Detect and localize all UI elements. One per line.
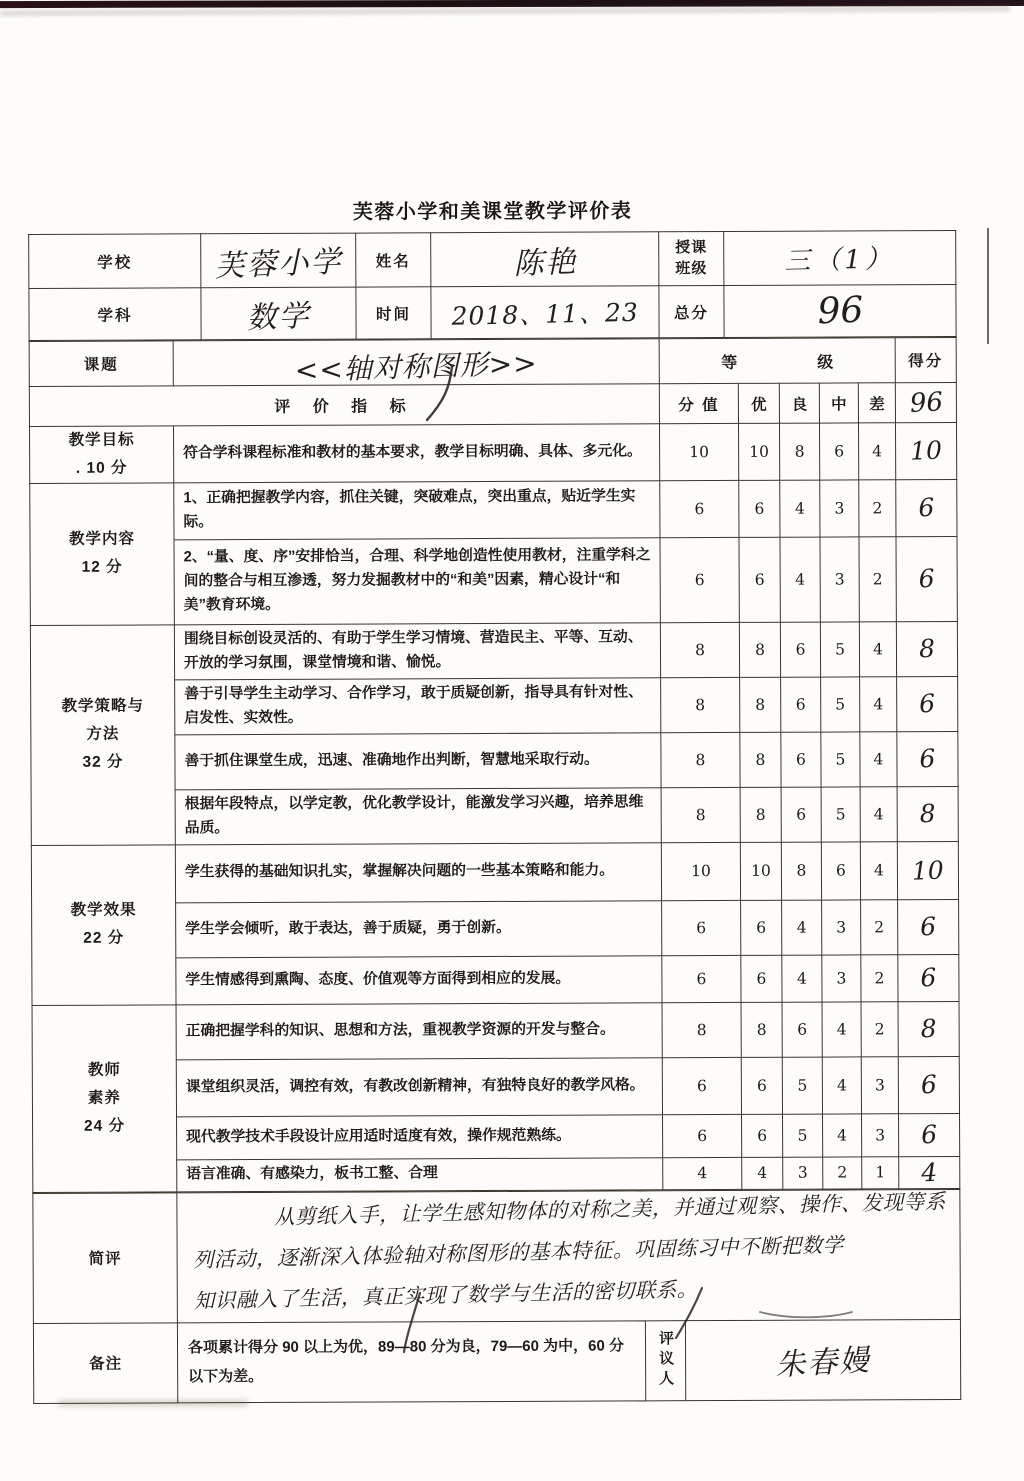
points-value: 8 <box>661 787 740 842</box>
level-value: 5 <box>821 732 860 787</box>
level-value: 6 <box>741 955 782 1002</box>
level-value: 2 <box>859 480 896 537</box>
handwritten-score: 6 <box>919 963 937 993</box>
points-value: 10 <box>661 842 740 900</box>
criterion-text: 学生获得的基础知识扎实，掌握解决问题的一些基本策略和能力。 <box>175 843 661 903</box>
handwritten-score: 6 <box>918 564 936 594</box>
criterion-text: 符合学科课程标准和教材的基本要求，教学目标明确、具体、多元化。 <box>174 424 660 483</box>
category-teaching-effect: 教学效果 22 分 <box>31 845 176 1006</box>
school-handwritten-value: 芙蓉小学 <box>213 243 344 284</box>
points-value: 6 <box>662 955 741 1002</box>
score-cell <box>899 1113 960 1156</box>
header-row-school <box>29 230 956 288</box>
level-value: 8 <box>740 787 781 842</box>
handwritten-score: 8 <box>920 1014 938 1044</box>
level-value: 4 <box>860 787 897 842</box>
level-value: 5 <box>782 1057 822 1114</box>
criterion-text: 正确把握学科的知识、思想和方法，重视教学资源的开发与整合。 <box>176 1003 662 1060</box>
total-score-cell <box>895 382 956 422</box>
score-cell <box>897 731 958 786</box>
topic-handwritten-value: <<轴对称图形>> <box>294 346 539 388</box>
level-value: 5 <box>821 787 860 842</box>
class-label: 授课 班级 <box>659 231 724 285</box>
subject-label: 学科 <box>29 288 201 341</box>
school-label: 学校 <box>29 234 201 289</box>
level-value: 3 <box>783 1157 823 1189</box>
topic-value-cell <box>173 339 659 386</box>
handwritten-score: 6 <box>920 1120 938 1150</box>
criteria-row <box>30 621 957 680</box>
indicator-header: 评 价 指 标 <box>29 384 659 427</box>
level-value: 4 <box>858 423 895 480</box>
level-value: 3 <box>820 537 859 622</box>
level-value: 2 <box>861 900 898 955</box>
score-cell <box>897 786 958 841</box>
level-value: 1 <box>862 1157 899 1189</box>
time-value-cell <box>431 286 659 339</box>
total-score-handwritten: 96 <box>908 386 944 419</box>
handwritten-score: 6 <box>918 744 937 774</box>
level-value: 8 <box>740 732 781 787</box>
criterion-text: 学生学会倾听，敢于表达，善于质疑，勇于创新。 <box>176 901 662 958</box>
criterion-text: 1、正确把握教学内容，抓住关键，突破难点，突出重点，贴近学生实际。 <box>174 481 660 540</box>
score-cell <box>896 422 957 479</box>
level-value: 6 <box>821 842 860 900</box>
handwritten-score: 4 <box>920 1157 938 1188</box>
score-cell <box>896 621 957 676</box>
level-value: 4 <box>860 732 897 787</box>
level-value: 6 <box>739 480 780 537</box>
comment-row <box>33 1189 961 1323</box>
points-value: 8 <box>662 1002 741 1057</box>
points-value: 10 <box>659 423 738 480</box>
time-handwritten-value: 2018、11、23 <box>451 297 639 331</box>
level-value: 6 <box>781 677 821 732</box>
remark-row <box>33 1319 960 1403</box>
level-value: 4 <box>782 900 822 955</box>
grade-header: 等 级 <box>659 338 895 384</box>
points-value: 4 <box>663 1157 742 1189</box>
category-teaching-content: 教学内容 12 分 <box>30 483 175 626</box>
level-value: 8 <box>740 677 781 732</box>
reviewer-signature: 朱春嫚 <box>774 1343 873 1384</box>
level-value: 10 <box>738 423 779 480</box>
class-value-cell <box>724 230 956 285</box>
level-value: 4 <box>742 1157 783 1189</box>
score-cell <box>896 536 957 621</box>
level-value: 3 <box>861 1057 898 1114</box>
points-value: 6 <box>662 900 741 955</box>
handwritten-score: 10 <box>911 855 945 886</box>
level-value: 4 <box>822 1057 861 1114</box>
handwritten-score: 8 <box>918 634 936 664</box>
level-value: 8 <box>741 1002 782 1057</box>
handwritten-score: 6 <box>919 912 937 942</box>
reviewer-signature-cell <box>685 1319 960 1400</box>
reviewer-label: 评议人 <box>656 1330 675 1391</box>
score-cell <box>898 954 959 1001</box>
criteria-row <box>32 1001 959 1060</box>
comment-content-cell <box>177 1189 961 1322</box>
score-cell <box>897 676 958 731</box>
good-col-header: 良 <box>779 383 819 423</box>
criterion-text: 语言准确、有感染力，板书工整、合理 <box>177 1158 663 1192</box>
topic-grade-row <box>29 337 956 386</box>
level-value: 2 <box>859 537 896 622</box>
handwritten-score: 10 <box>909 435 943 467</box>
score-header: 得分 <box>895 337 956 382</box>
score-cell <box>898 1056 959 1113</box>
points-value: 6 <box>660 480 739 537</box>
handwritten-score: 6 <box>917 493 935 523</box>
level-value: 4 <box>860 842 897 900</box>
evaluation-form-sheet <box>28 194 962 1404</box>
comment-line: 知识融入了生活，真正实现了数学与生活的密切联系。 <box>193 1276 699 1313</box>
criterion-text: 善于抓住课堂生成，迅速、准确地作出判断，智慧地采取行动。 <box>175 733 661 790</box>
time-label: 时间 <box>356 287 431 339</box>
level-value: 6 <box>781 787 821 842</box>
points-value: 8 <box>661 732 740 787</box>
criteria-row <box>30 422 957 483</box>
reviewer-label-cell <box>645 1320 685 1400</box>
comment-label: 简评 <box>33 1193 178 1324</box>
school-value-cell <box>201 233 356 288</box>
level-value: 6 <box>780 622 820 677</box>
excellent-col-header: 优 <box>738 383 779 423</box>
indicator-header-row <box>29 382 956 426</box>
criterion-text: 现代教学技术手段设计应用适时适度有效，操作规范熟练。 <box>177 1115 663 1160</box>
level-value: 4 <box>860 677 897 732</box>
remark-label: 备注 <box>33 1323 177 1404</box>
score-cell <box>897 841 958 899</box>
criteria-row <box>30 479 957 540</box>
level-value: 10 <box>740 842 781 900</box>
level-value: 4 <box>822 1002 861 1057</box>
level-value: 2 <box>861 1002 898 1057</box>
category-teacher-quality: 教师 素养 24 分 <box>32 1005 177 1193</box>
score-table <box>29 337 961 1193</box>
level-value: 6 <box>781 732 821 787</box>
header-row-subject <box>29 284 956 340</box>
handwritten-score: 6 <box>918 689 936 719</box>
level-value: 4 <box>823 1114 862 1157</box>
level-value: 2 <box>861 955 898 1002</box>
criterion-text: 课堂组织灵活，调控有效，有教改创新精神，有独特良好的教学风格。 <box>176 1058 662 1117</box>
criterion-text: 围绕目标创设灵活的、有助于学生学习情境、营造民主、平等、互动、开放的学习氛围，课堂情境和谐、愉悦。 <box>174 623 660 680</box>
points-col-header: 分 值 <box>659 383 738 423</box>
total-label: 总分 <box>659 285 724 337</box>
total-value-cell <box>724 284 956 337</box>
topic-label: 课题 <box>29 341 173 387</box>
comment-handwriting <box>177 1175 962 1322</box>
level-value: 2 <box>823 1157 862 1189</box>
criterion-text: 2、“量、度、序”安排恰当，合理、科学地创造性使用教材，注重学科之间的整合与相互渗透，努力发掘教材中的“和美”因素，精心设计“和美”教育环境。 <box>174 538 660 625</box>
form-header-table <box>28 230 956 341</box>
name-handwritten-value: 陈艳 <box>512 244 578 282</box>
level-value: 8 <box>739 622 780 677</box>
level-value: 6 <box>819 423 858 480</box>
level-value: 4 <box>780 537 820 622</box>
level-value: 3 <box>820 480 859 537</box>
criterion-text: 根据年段特点，以学定教，优化教学设计，能激发学习兴趣，培养思维品质。 <box>175 788 661 845</box>
name-label: 姓名 <box>356 233 431 287</box>
handwritten-score: 8 <box>919 799 937 829</box>
class-handwritten-value: 三（1） <box>784 244 896 277</box>
level-value: 8 <box>781 842 821 900</box>
level-value: 8 <box>779 423 819 480</box>
level-value: 3 <box>862 1114 899 1157</box>
criterion-text: 学生情感得到熏陶、态度、价值观等方面得到相应的发展。 <box>176 956 662 1005</box>
medium-col-header: 中 <box>819 383 858 423</box>
form-footer-table <box>32 1189 961 1404</box>
level-value: 6 <box>741 900 782 955</box>
points-value: 8 <box>661 677 740 732</box>
subject-handwritten-value: 数学 <box>245 298 312 336</box>
points-value: 6 <box>660 537 739 622</box>
score-cell <box>898 1001 959 1056</box>
level-value: 6 <box>782 1002 822 1057</box>
level-value: 6 <box>742 1114 783 1157</box>
criterion-text: 善于引导学生主动学习、合作学习，敢于质疑创新，指导具有针对性、启发性、实效性。 <box>175 678 661 735</box>
level-value: 5 <box>821 677 860 732</box>
subject-value-cell <box>201 287 356 340</box>
level-value: 6 <box>741 1057 782 1114</box>
criteria-row <box>31 841 958 903</box>
score-cell <box>898 899 959 954</box>
level-value: 4 <box>782 955 822 1002</box>
category-teaching-strategy: 教学策略与 方法 32 分 <box>30 625 175 846</box>
comment-line: 列活动，逐渐深入体验轴对称图形的基本特征。巩固练习中不断把数学 <box>192 1232 845 1272</box>
scan-line-artifact <box>987 228 989 344</box>
form-title: 芙蓉小学和美课堂教学评价表 <box>352 200 633 224</box>
handwritten-score: 6 <box>920 1070 938 1100</box>
points-value: 6 <box>662 1057 741 1114</box>
category-teaching-goals: 教学目标 . 10 分 <box>30 426 174 483</box>
score-cell <box>896 479 957 536</box>
level-value: 5 <box>783 1114 823 1157</box>
total-handwritten-value: 96 <box>816 289 864 333</box>
points-value: 6 <box>663 1114 742 1157</box>
remark-text: 各项累计得分 90 以上为优，89—80 分为良，79—60 为中，60 分以下为差。 <box>177 1321 645 1403</box>
level-value: 4 <box>780 480 820 537</box>
comment-line: 从剪纸入手，让学生感知物体的对称之美，并通过观察、操作、发现等系 <box>273 1189 947 1229</box>
level-value: 4 <box>859 622 896 677</box>
level-value: 3 <box>822 955 861 1002</box>
level-value: 6 <box>739 537 780 622</box>
level-value: 3 <box>822 900 861 955</box>
points-value: 8 <box>660 622 739 677</box>
poor-col-header: 差 <box>858 383 895 423</box>
name-value-cell <box>431 232 659 287</box>
level-value: 5 <box>820 622 859 677</box>
